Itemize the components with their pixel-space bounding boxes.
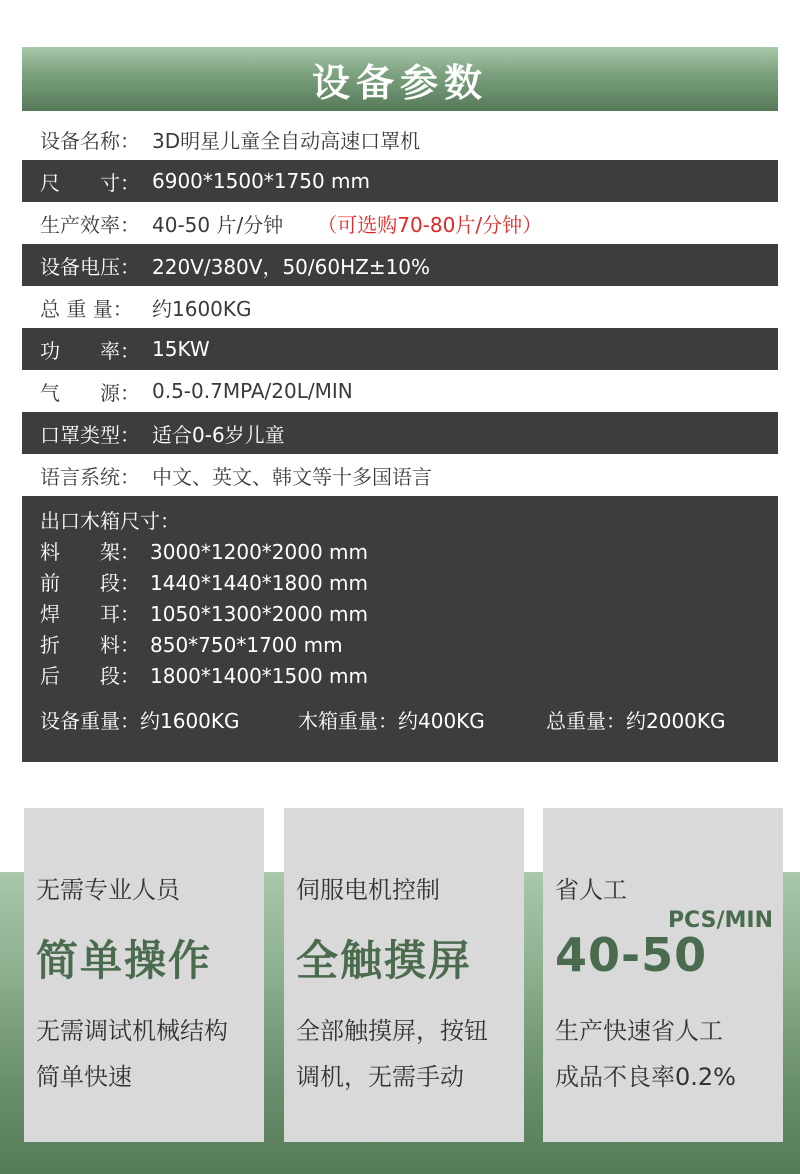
spec-value: 15KW [152,337,210,361]
feature-card-output-rate [543,808,783,1142]
page-title: 设备参数 [311,60,488,105]
spec-value: 约1600KG [152,296,252,321]
card-subtitle: 伺服电机控制 [296,876,440,904]
feature-card-easy-operation [24,808,264,1142]
spec-label: 设备名称： [40,128,140,153]
spec-label: 口罩类型： [40,422,140,447]
title-banner [22,47,778,111]
card-desc-line: 无需调试机械结构 [36,1017,228,1045]
crate-dimensions [22,496,778,762]
crate-value: 1800*1400*1500 mm [150,664,369,688]
crate-line [40,661,760,692]
spec-row-air [22,370,778,412]
card-desc-line: 全部触摸屏，按钮 [296,1017,488,1045]
spec-label: 尺 寸： [40,170,140,195]
spec-table [22,118,778,762]
card-desc-line: 成品不良率0.2% [555,1063,736,1091]
spec-label: 总 重 量： [40,296,133,321]
total-weight: 总重量：约2000KG [546,709,726,733]
card-description [555,1008,736,1100]
feature-card-touchscreen [284,808,524,1142]
crate-value: 3000*1200*2000 mm [150,540,369,564]
card-headline: 40-50 [555,928,708,982]
spec-row-power [22,328,778,370]
spec-row-language [22,454,778,496]
spec-row-voltage [22,244,778,286]
spec-label: 生产效率： [40,212,140,237]
card-subtitle: 无需专业人员 [36,876,180,904]
equipment-weight: 设备重量：约1600KG [40,709,240,733]
spec-note: （可选购70-80片/分钟） [317,212,543,237]
spec-row-name [22,118,778,160]
spec-row-efficiency [22,202,778,244]
spec-value: 0.5-0.7MPA/20L/MIN [152,379,353,403]
spec-value: 3D明星儿童全自动高速口罩机 [152,128,421,153]
crate-line [40,630,760,661]
crate-label: 后 段： [40,664,140,688]
crate-line [40,537,760,568]
spec-value: 中文、英文、韩文等十多国语言 [152,464,432,489]
card-description [296,1008,488,1100]
crate-label: 料 架： [40,540,140,564]
crate-weight: 木箱重量：约400KG [298,709,485,733]
spec-label: 功 率： [40,338,140,363]
spec-label: 语言系统： [40,464,140,489]
crate-label: 前 段： [40,571,140,595]
spec-row-mask-type [22,412,778,454]
card-description [36,1008,228,1100]
spec-label: 设备电压： [40,254,140,279]
crate-value: 1440*1440*1800 mm [150,571,369,595]
card-unit: PCS/MIN [667,908,773,933]
crate-line [40,568,760,599]
weights-line [40,706,760,737]
card-headline: 简单操作 [36,936,213,985]
crate-label: 折 料： [40,633,140,657]
crate-value: 1050*1300*2000 mm [150,602,369,626]
spec-row-size [22,160,778,202]
card-headline: 全触摸屏 [296,936,473,985]
spec-value: 适合0-6岁儿童 [152,422,285,447]
crate-value: 850*750*1700 mm [150,633,343,657]
card-desc-line: 调机，无需手动 [296,1063,464,1091]
crate-line [40,599,760,630]
crate-title: 出口木箱尺寸： [40,509,180,533]
spec-label: 气 源： [40,380,140,405]
spec-value: 6900*1500*1750 mm [152,169,371,193]
spec-value: 220V/380V，50/60HZ±10% [152,254,431,279]
card-desc-line: 生产快速省人工 [555,1017,723,1045]
spec-value: 40-50 片/分钟 [152,212,284,237]
crate-label: 焊 耳： [40,602,140,626]
card-desc-line: 简单快速 [36,1063,132,1091]
card-subtitle: 省人工 [555,876,627,904]
spec-row-weight [22,286,778,328]
